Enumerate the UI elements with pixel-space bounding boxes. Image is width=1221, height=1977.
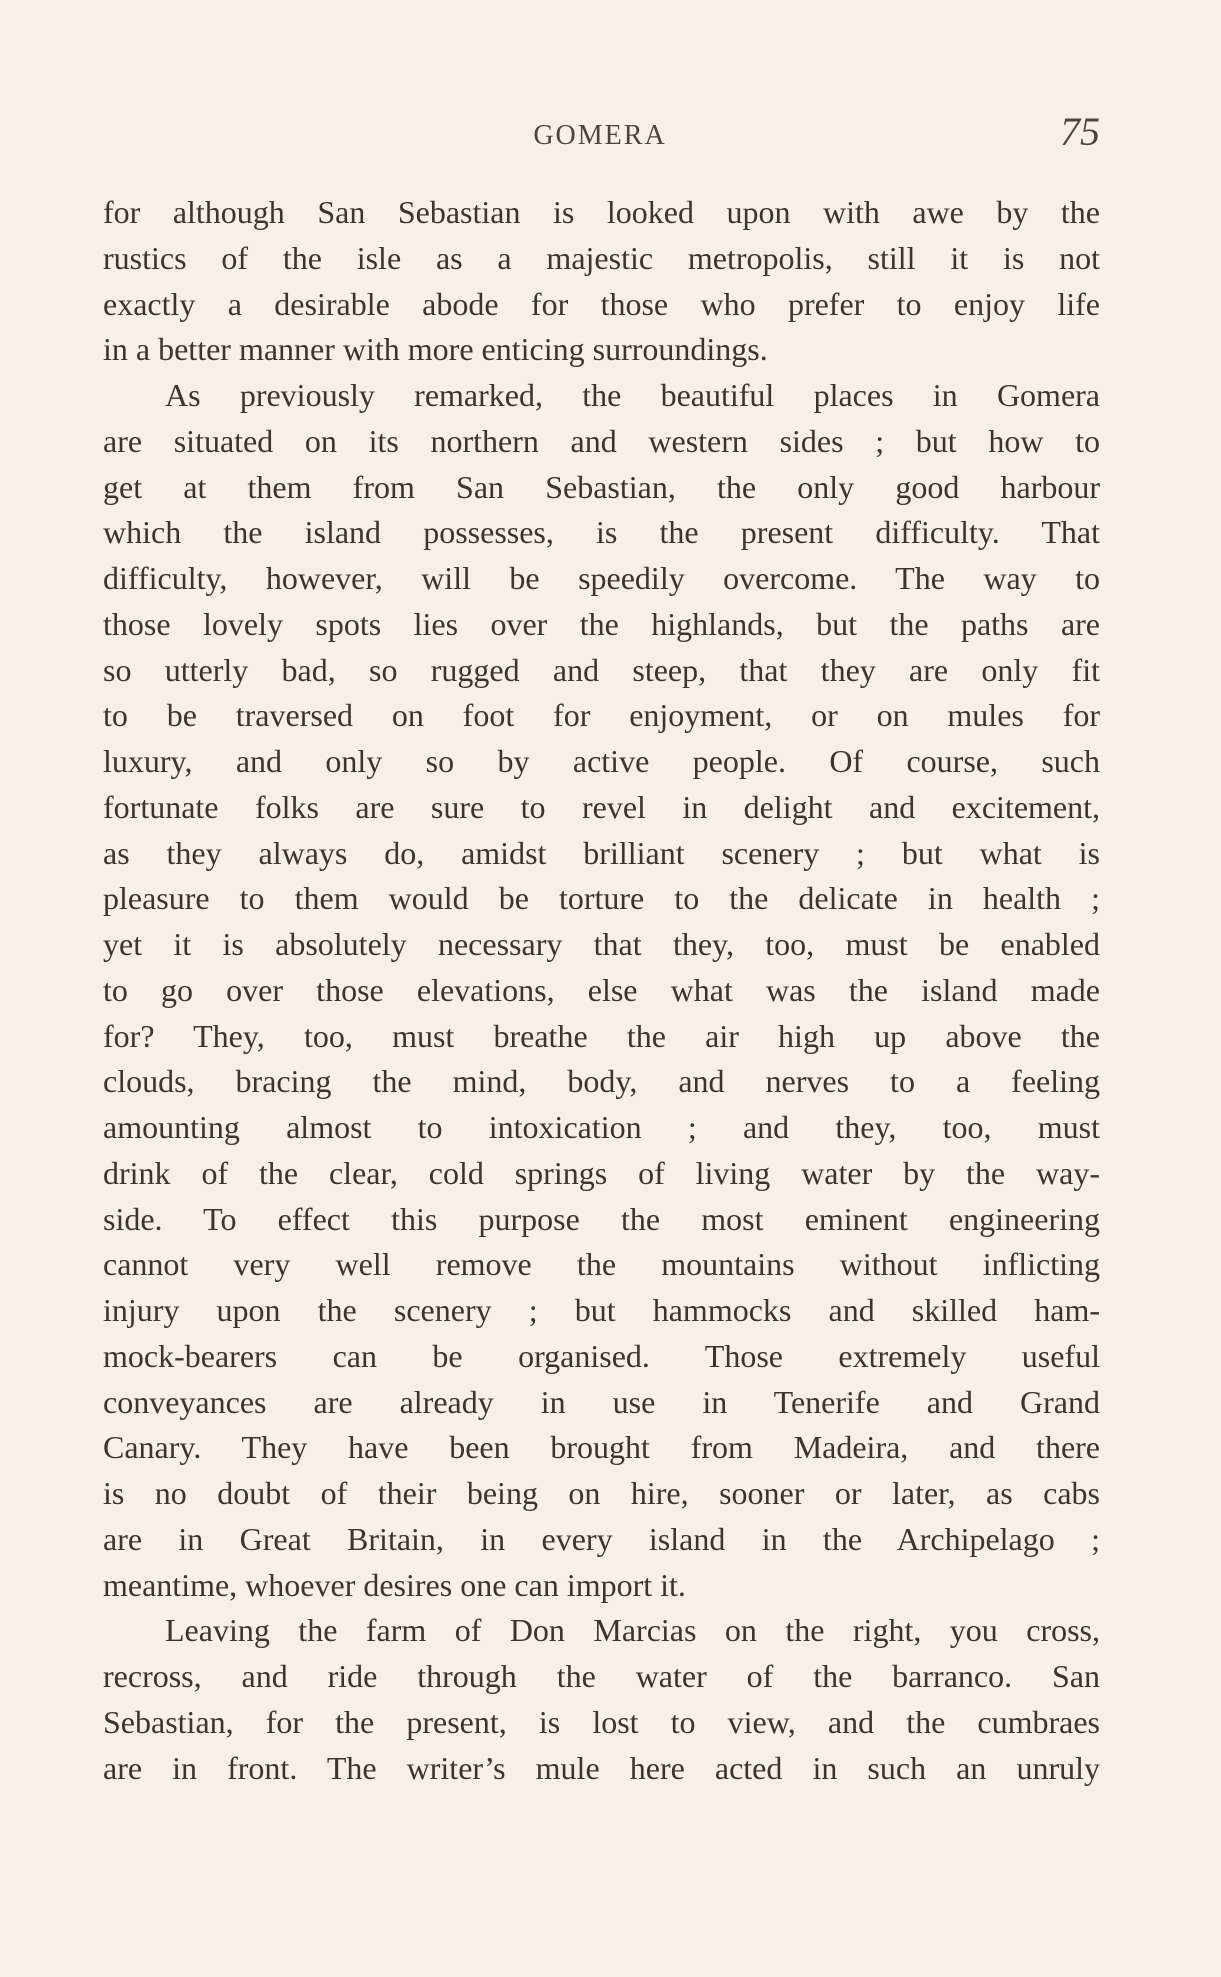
text-line: amounting almost to intoxication ; and they, too, must [103, 1109, 1100, 1145]
text-line: pleasure to them would be torture to the delicate in health ; [103, 880, 1100, 917]
text-line: in a better manner with more enticing surroundings. [103, 331, 768, 368]
text-line: are in Great Britain, in every island in the Archipelago ; [103, 1520, 1100, 1557]
text-line: to go over those elevations, else what was the island made [103, 971, 1100, 1008]
text-line: conveyances are already in use in Tenerife and Grand [103, 1383, 1100, 1420]
text-line: mock-bearers can be organised. Those extremely useful [103, 1337, 1100, 1374]
paragraph-start-line: As previously remarked, the beautiful places in Gomera [165, 377, 1100, 413]
text-line: fortunate folks are sure to revel in delight and excitement, [103, 788, 1100, 825]
text-line: those lovely spots lies over the highlands, but the paths are [103, 605, 1100, 642]
running-title: GOMERA [533, 120, 667, 151]
page-number: 75 [1060, 109, 1100, 154]
paragraph-start-line: Leaving the farm of Don Marcias on the right, you cross, [165, 1612, 1100, 1649]
text-line: to be traversed on foot for enjoyment, or on mules for [103, 697, 1100, 734]
text-line: clouds, bracing the mind, body, and nerves to a feeling [103, 1063, 1100, 1100]
text-line: which the island possesses, is the present difficulty. That [103, 514, 1100, 551]
text-line: difficulty, however, will be speedily overcome. The way to [103, 560, 1100, 596]
text-line: are in front. The writer’s mule here acted in such an unruly [103, 1749, 1100, 1786]
text-line: is no doubt of their being on hire, sooner or later, as cabs [103, 1475, 1100, 1511]
text-line: exactly a desirable abode for those who prefer to enjoy life [103, 285, 1100, 322]
text-line: yet it is absolutely necessary that they, too, must be enabled [103, 926, 1100, 962]
text-line: luxury, and only so by active people. Of course, such [103, 743, 1100, 779]
text-line: drink of the clear, cold springs of living water by the way- [103, 1154, 1100, 1191]
text-line: are situated on its northern and western sides ; but how to [103, 422, 1100, 459]
text-line: get at them from San Sebastian, the only good harbour [103, 468, 1100, 505]
body-text [103, 190, 1100, 1791]
text-line: so utterly bad, so rugged and steep, that they are only fit [103, 651, 1100, 688]
text-line: as they always do, amidst brilliant scenery ; but what is [103, 834, 1100, 871]
text-line: for? They, too, must breathe the air high up above the [103, 1017, 1100, 1054]
text-line: rustics of the isle as a majestic metropolis, still it is not [103, 239, 1100, 276]
text-line: side. To effect this purpose the most eminent engineering [103, 1200, 1100, 1237]
running-head [100, 108, 1100, 168]
text-line: recross, and ride through the water of the barranco. San [103, 1658, 1100, 1694]
text-line: Canary. They have been brought from Madeira, and there [103, 1429, 1100, 1466]
text-line: injury upon the scenery ; but hammocks and skilled ham- [103, 1292, 1100, 1328]
text-line: for although San Sebastian is looked upon with awe by the [103, 194, 1100, 230]
text-line: meantime, whoever desires one can import it. [103, 1566, 686, 1603]
text-line: Sebastian, for the present, is lost to view, and the cumbraes [103, 1703, 1100, 1740]
text-line: cannot very well remove the mountains without inflicting [103, 1246, 1100, 1283]
